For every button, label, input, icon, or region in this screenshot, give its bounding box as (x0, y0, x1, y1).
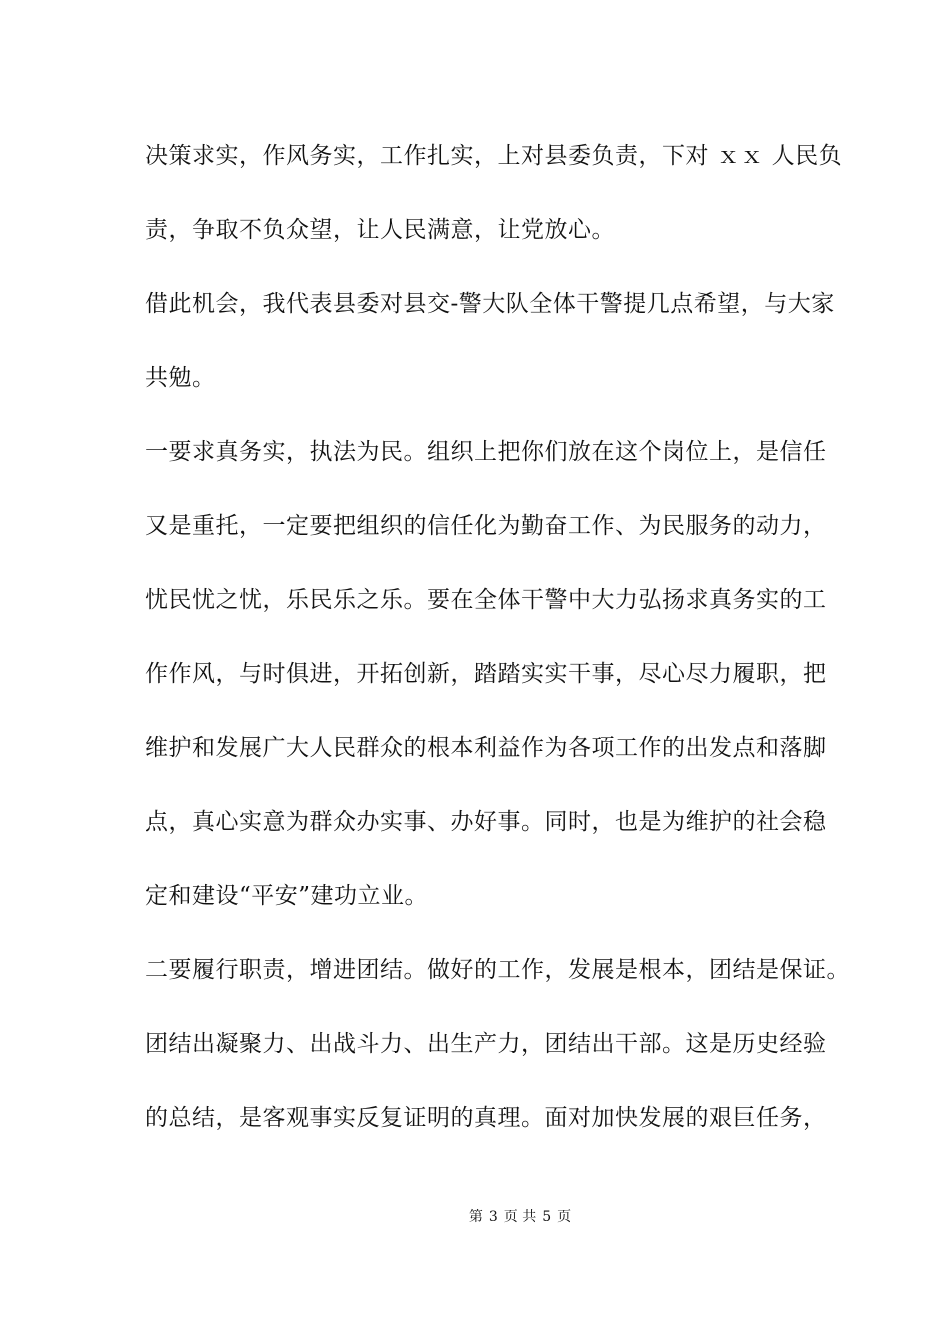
paragraph-line: 定和建设“平安”建功立业。 (145, 883, 429, 909)
paragraph-line: 的总结，是客观事实反复证明的真理。面对加快发展的艰巨任务， (145, 1105, 827, 1131)
paragraph-line: 忧民忧之忧，乐民乐之乐。要在全体干警中大力弘扬求真务实的工 (145, 587, 827, 613)
paragraph-line: 借此机会，我代表县委对县交-警大队全体干警提几点希望，与大家 (145, 291, 835, 317)
paragraph-line: 维护和发展广大人民群众的根本利益作为各项工作的出发点和落脚 (145, 735, 827, 761)
paragraph-line: 责，争取不负众望，让人民满意，让党放心。 (145, 217, 615, 243)
total-pages-number: 5 (542, 1209, 552, 1225)
current-page-number: 3 (488, 1209, 498, 1225)
paragraph-line: 决策求实，作风务实，工作扎实，上对县委负责，下对 ｘｘ 人民负 (145, 143, 843, 169)
paragraph-line: 团结出凝聚力、出战斗力、出生产力，团结出干部。这是历史经验 (145, 1031, 827, 1057)
page-label-mid: 页 共 (503, 1209, 537, 1225)
paragraph-line: 又是重托，一定要把组织的信任化为勤奋工作、为民服务的动力， (145, 513, 827, 539)
paragraph-line: 一要求真务实，执法为民。组织上把你们放在这个岗位上，是信任 (145, 439, 827, 465)
paragraph-line: 二要履行职责，增进团结。做好的工作，发展是根本，团结是保证。 (145, 957, 850, 983)
paragraph-line: 点，真心实意为群众办实事、办好事。同时，也是为维护的社会稳 (145, 809, 827, 835)
page-label-suffix: 页 (557, 1209, 572, 1225)
paragraph-line: 作作风，与时俱进，开拓创新，踏踏实实干事，尽心尽力履职，把 (145, 661, 827, 687)
paragraph-line: 共勉。 (145, 365, 216, 391)
page-label-prefix: 第 (468, 1209, 483, 1225)
page-number-footer (0, 1208, 950, 1226)
